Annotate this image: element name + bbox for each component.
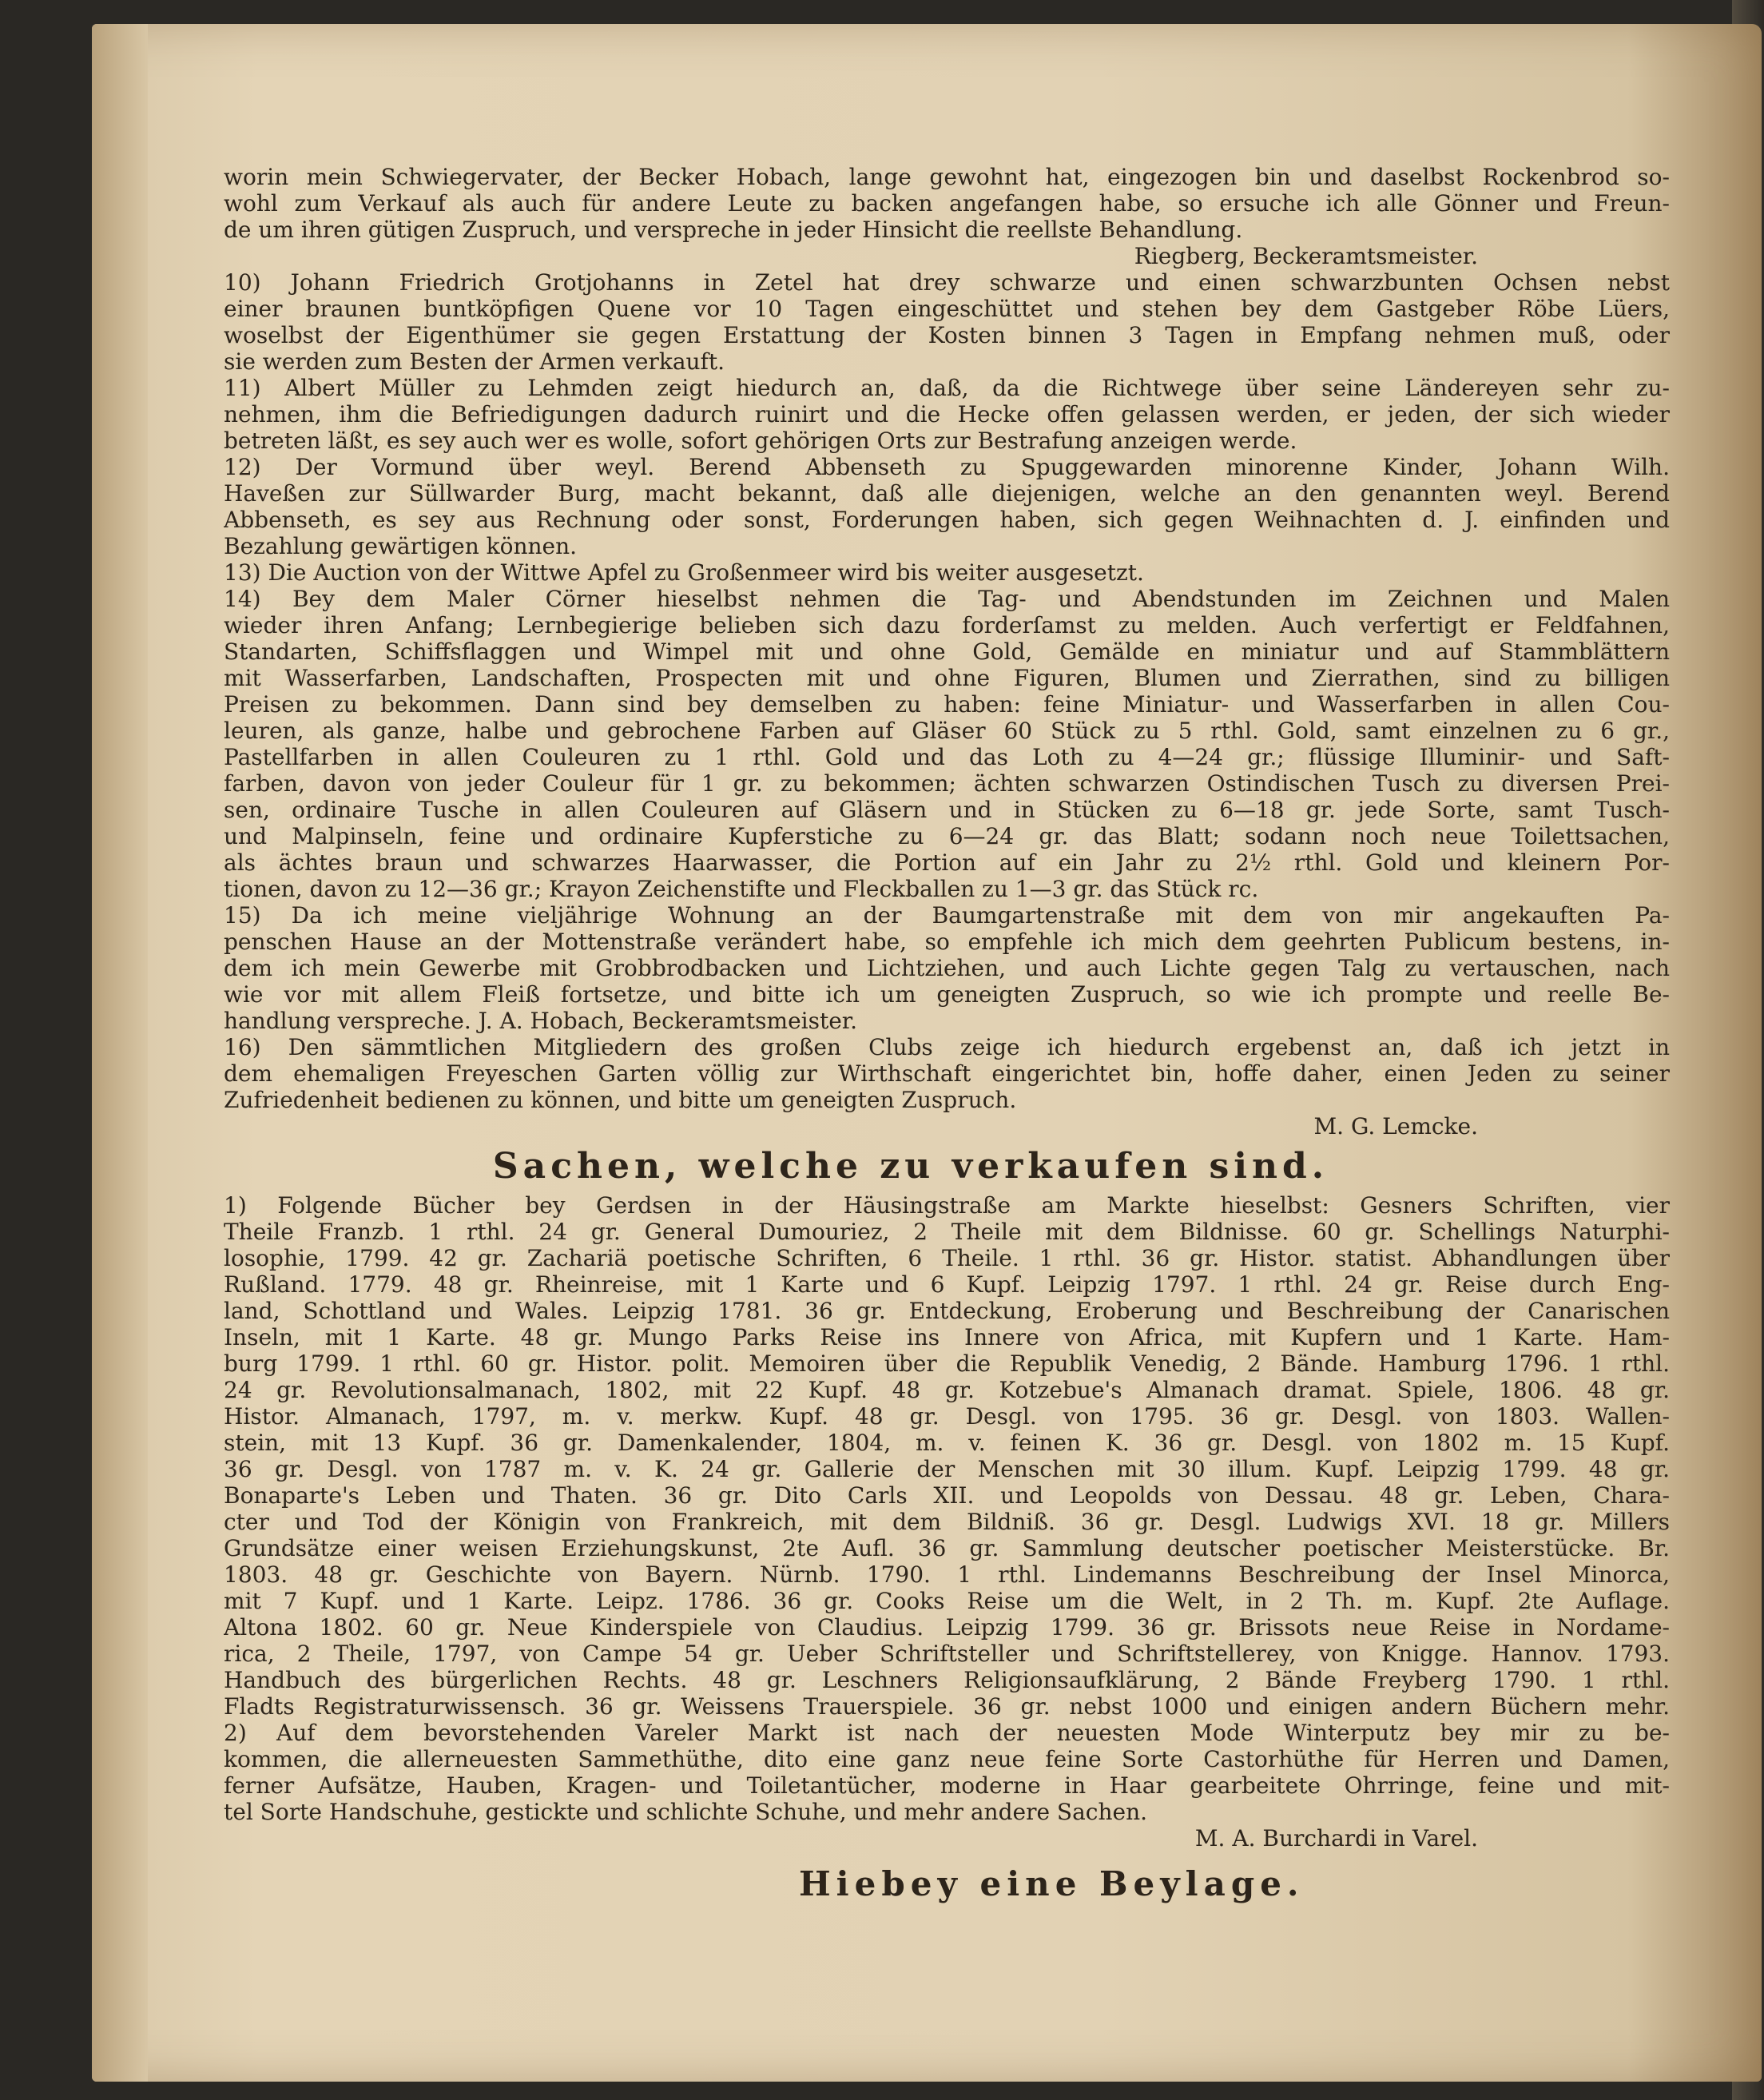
text-line: losophie, 1799. 42 gr. Zachariä poetische Schriften, 6 Theile. 1 rthl. 36 gr. Histor. statist. Abhandlungen über bbox=[224, 1245, 1670, 1271]
text-line: 24 gr. Revolutionsalmanach, 1802, mit 22 Kupf. 48 gr. Kotzebue's Almanach dramat. Spiele, 1806. 48 gr. bbox=[224, 1377, 1670, 1403]
page-gutter-fold bbox=[92, 24, 148, 2082]
text-line: wohl zum Verkauf als auch für andere Leute zu backen angefangen habe, so ersuche ich alle Gönner und Freun- bbox=[224, 190, 1670, 217]
text-line: 15) Da ich meine vieljährige Wohnung an der Baumgartenstraße mit dem von mir angekauften Pa- bbox=[224, 902, 1670, 929]
text-line: 1803. 48 gr. Geschichte von Bayern. Nürnb. 1790. 1 rthl. Lindemanns Beschreibung der Insel Minorca, bbox=[224, 1561, 1670, 1588]
text-line: handlung verspreche. J. A. Hobach, Beckeramtsmeister. bbox=[224, 1008, 858, 1034]
text-line: 2) Auf dem bevorstehenden Vareler Markt ist nach der neuesten Mode Winterputz bey mir zu be- bbox=[224, 1720, 1670, 1746]
text-line: kommen, die allerneuesten Sammethüthe, dito eine ganz neue feine Sorte Castorhüthe für Herren und Damen, bbox=[224, 1746, 1670, 1772]
text-line: Bezahlung gewärtigen können. bbox=[224, 533, 578, 559]
text-line: und Malpinseln, feine und ordinaire Kupferstiche zu 6—24 gr. das Blatt; sodann noch neue Toilettsachen, bbox=[224, 823, 1670, 849]
text-line: 13) Die Auction von der Wittwe Apfel zu Großenmeer wird bis weiter ausgesetzt. bbox=[224, 559, 1144, 586]
text-line: Preisen zu bekommen. Dann sind bey demselben zu haben: feine Miniatur- und Wasserfarben in allen Cou- bbox=[224, 691, 1670, 718]
text-line: mit 7 Kupf. und 1 Karte. Leipz. 1786. 36 gr. Cooks Reise um die Welt, in 2 Th. m. Kupf. 2te Auflage. bbox=[224, 1588, 1670, 1614]
text-line: 12) Der Vormund über weyl. Berend Abbenseth zu Spuggewarden minorenne Kinder, Johann Wilh. bbox=[224, 454, 1670, 480]
text-line: Standarten, Schiffsflaggen und Wimpel mit und ohne Gold, Gemälde en miniatur und auf Stammblättern bbox=[224, 638, 1670, 665]
text-line: farben, davon von jeder Couleur für 1 gr. zu bekommen; ächten schwarzen Ostindischen Tusch zu diversen Prei- bbox=[224, 770, 1670, 797]
text-line: wieder ihren Anfang; Lernbegierige belieben sich dazu forderſamst zu melden. Auch verfertigt er Feldfahnen, bbox=[224, 612, 1670, 638]
text-line: betreten läßt, es sey auch wer es wolle, sofort gehörigen Orts zur Bestrafung anzeigen werde. bbox=[224, 428, 1297, 454]
text-line: burg 1799. 1 rthl. 60 gr. Histor. polit. Memoiren über die Republik Venedig, 2 Bände. Hamburg 1796. 1 rthl. bbox=[224, 1350, 1670, 1377]
text-line: als ächtes braun und schwarzes Haarwasser, die Portion auf ein Jahr zu 2½ rthl. Gold und kleinern Por- bbox=[224, 849, 1670, 876]
text-line: Altona 1802. 60 gr. Neue Kinderspiele von Claudius. Leipzig 1799. 36 gr. Brissots neue Reise in Nordame- bbox=[224, 1614, 1670, 1641]
text-line: ferner Aufsätze, Hauben, Kragen- und Toiletantücher, moderne in Haar gearbeitete Ohrringe, feine und mit- bbox=[224, 1772, 1670, 1799]
text-line: wie vor mit allem Fleiß fortsetze, und bitte ich um geneigten Zuspruch, so wie ich prompte und reelle Be- bbox=[224, 981, 1670, 1008]
text-line: einer braunen buntköpfigen Quene vor 10 Tagen eingeschüttet und stehen bey dem Gastgeber Röbe Lüers, bbox=[224, 296, 1670, 322]
supplement-notice: Hiebey eine Beylage. bbox=[799, 1864, 1305, 1903]
text-line: Riegberg, Beckeramtsmeister. bbox=[1134, 243, 1478, 269]
text-line: cter und Tod der Königin von Frankreich, mit dem Bildniß. 36 gr. Desgl. Ludwigs XVI. 18 gr. Millers bbox=[224, 1509, 1670, 1535]
text-line: mit Wasserfarben, Landschaften, Prospecten mit und ohne Figuren, Blumen und Zierrathen, sind zu billigen bbox=[224, 665, 1670, 691]
text-line: dem ehemaligen Freyeschen Garten völlig zur Wirthschaft eingerichtet bin, hoffe daher, einen Jeden zu seiner bbox=[224, 1060, 1670, 1087]
text-lines-container bbox=[224, 164, 1670, 1851]
text-line: woselbst der Eigenthümer sie gegen Erstattung der Kosten binnen 3 Tagen in Empfang nehmen muß, oder bbox=[224, 322, 1670, 348]
text-line: sie werden zum Besten der Armen verkauft. bbox=[224, 348, 725, 375]
text-line: worin mein Schwiegervater, der Becker Hobach, lange gewohnt hat, eingezogen bin und daselbst Rockenbrod so- bbox=[224, 164, 1670, 190]
text-line: Haveßen zur Süllwarder Burg, macht bekannt, daß alle diejenigen, welche an den genannten weyl. Berend bbox=[224, 480, 1670, 507]
text-line: Fladts Registraturwissensch. 36 gr. Weissens Trauerspiele. 36 gr. nebst 1000 und einigen andern Büchern mehr. bbox=[224, 1693, 1670, 1720]
page-text-block bbox=[224, 164, 1670, 1986]
text-line: Rußland. 1779. 48 gr. Rheinreise, mit 1 Karte und 6 Kupf. Leipzig 1797. 1 rthl. 24 gr. Reise durch Eng- bbox=[224, 1271, 1670, 1298]
text-line: 14) Bey dem Maler Cörner hieselbst nehmen die Tag- und Abendstunden im Zeichnen und Malen bbox=[224, 586, 1670, 612]
text-line: Bonaparte's Leben und Thaten. 36 gr. Dito Carls XII. und Leopolds von Dessau. 48 gr. Leben, Chara- bbox=[224, 1482, 1670, 1509]
text-line: de um ihren gütigen Zuspruch, und verspreche in jeder Hinsicht die reellste Behandlung. bbox=[224, 217, 1243, 243]
text-line: rica, 2 Theile, 1797, von Campe 54 gr. Ueber Schriftsteller und Schriftstellerey, von Knigge. Hannov. 1793. bbox=[224, 1641, 1670, 1667]
text-line: 16) Den sämmtlichen Mitgliedern des großen Clubs zeige ich hiedurch ergebenst an, daß ich jetzt in bbox=[224, 1034, 1670, 1060]
text-line: M. G. Lemcke. bbox=[1313, 1113, 1478, 1139]
text-line: 1) Folgende Bücher bey Gerdsen in der Häusingstraße am Markte hieselbst: Gesners Schriften, vier bbox=[224, 1192, 1670, 1219]
text-line: Theile Franzb. 1 rthl. 24 gr. General Dumouriez, 2 Theile mit dem Bildnisse. 60 gr. Schellings Naturphi- bbox=[224, 1219, 1670, 1245]
text-line: sen, ordinaire Tusche in allen Couleuren auf Gläsern und in Stücken zu 6—18 gr. jede Sorte, samt Tusch- bbox=[224, 797, 1670, 823]
text-line: nehmen, ihm die Befriedigungen dadurch ruinirt und die Hecke offen gelassen werden, er jeden, der sich wieder bbox=[224, 401, 1670, 428]
text-line: leuren, als ganze, halbe und gebrochene Farben auf Gläser 60 Stück zu 5 rthl. Gold, samt einzelnen zu 6 gr., bbox=[224, 718, 1670, 744]
text-line: dem ich mein Gewerbe mit Grobbrodbacken und Lichtziehen, und auch Lichte gegen Talg zu vertauschen, nach bbox=[224, 955, 1670, 981]
text-line: Grundsätze einer weisen Erziehungskunst, 2te Aufl. 36 gr. Sammlung deutscher poetischer Meisterstücke. Br. bbox=[224, 1535, 1670, 1561]
text-line: 36 gr. Desgl. von 1787 m. v. K. 24 gr. Gallerie der Menschen mit 30 illum. Kupf. Leipzig 1799. 48 gr. bbox=[224, 1456, 1670, 1482]
text-line: penschen Hause an der Mottenstraße verändert habe, so empfehle ich mich dem geehrten Publicum bestens, in- bbox=[224, 929, 1670, 955]
text-line: tionen, davon zu 12—36 gr.; Krayon Zeichenstifte und Fleckballen zu 1—3 gr. das Stück rc. bbox=[224, 876, 1259, 902]
section-heading: Sachen, welche zu verkaufen sind. bbox=[492, 1146, 1329, 1187]
text-line: stein, mit 13 Kupf. 36 gr. Damenkalender, 1804, m. v. feinen K. 36 gr. Desgl. von 1802 m. 15 Kupf. bbox=[224, 1430, 1670, 1456]
text-line: 11) Albert Müller zu Lehmden zeigt hiedurch an, daß, da die Richtwege über seine Ländereyen sehr zu- bbox=[224, 375, 1670, 401]
text-line: tel Sorte Handschuhe, gestickte und schlichte Schuhe, und mehr andere Sachen. bbox=[224, 1799, 1148, 1825]
text-line: Histor. Almanach, 1797, m. v. merkw. Kupf. 48 gr. Desgl. von 1795. 36 gr. Desgl. von 1803. Wallen- bbox=[224, 1403, 1670, 1430]
text-line: Handbuch des bürgerlichen Rechts. 48 gr. Leschners Religionsaufklärung, 2 Bände Freyberg 1790. 1 rthl. bbox=[224, 1667, 1670, 1693]
text-line: Pastellfarben in allen Couleuren zu 1 rthl. Gold und das Loth zu 4—24 gr.; flüssige Illuminir- und Saft- bbox=[224, 744, 1670, 770]
text-line: M. A. Burchardi in Varel. bbox=[1194, 1825, 1478, 1851]
text-line: land, Schottland und Wales. Leipzig 1781. 36 gr. Entdeckung, Eroberung und Beschreibung der Canarischen bbox=[224, 1298, 1670, 1324]
text-line: Zufriedenheit bedienen zu können, und bitte um geneigten Zuspruch. bbox=[224, 1087, 1017, 1113]
text-line: 10) Johann Friedrich Grotjohanns in Zetel hat drey schwarze und einen schwarzbunten Ochsen nebst bbox=[224, 269, 1670, 296]
text-line: Inseln, mit 1 Karte. 48 gr. Mungo Parks Reise ins Innere von Africa, mit Kupfern und 1 Karte. Ham- bbox=[224, 1324, 1670, 1350]
text-line: Abbenseth, es sey aus Rechnung oder sonst, Forderungen haben, sich gegen Weihnachten d. J. einfinden und bbox=[224, 507, 1670, 533]
